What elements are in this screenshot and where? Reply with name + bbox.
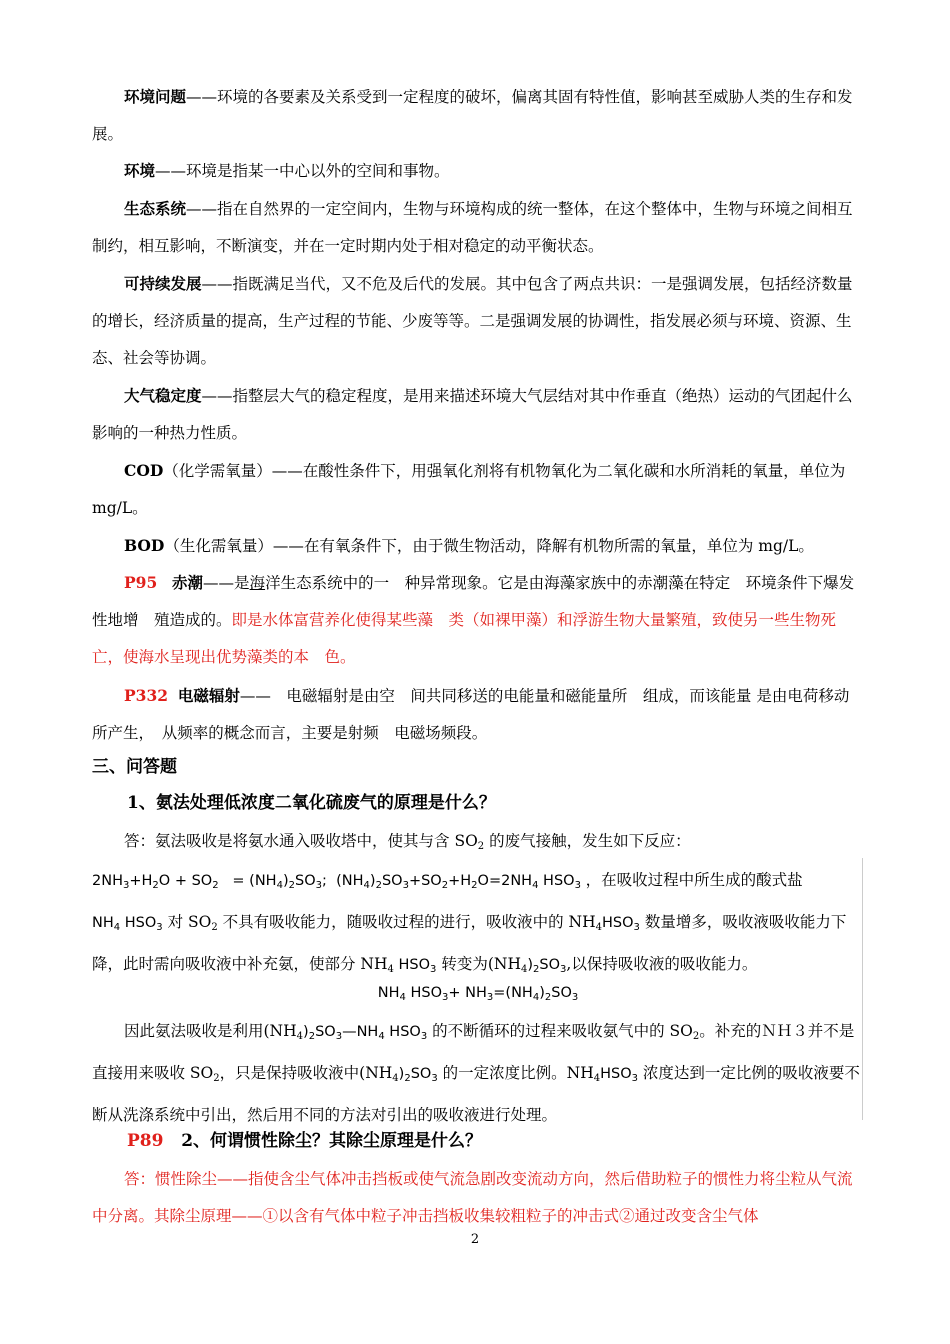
def-text: ——是 — [203, 574, 250, 592]
page-ref: P332 — [124, 686, 169, 705]
def-text: ——指整层大气的稳定程度，是用来描述环境大气层结对其中作垂直（绝热）运动的气团起什么影响的一种热力性质。 — [92, 387, 853, 442]
answer-text: 的废气接触，发生如下反应： — [484, 832, 691, 850]
def-text: 洋生态系统中的一 种异常现象。它是由海藻家族中的赤潮藻在特定 环境条件下爆发性地增 殖造成的。 — [92, 574, 855, 629]
answer-2 — [92, 1161, 864, 1235]
term: BOD — [124, 536, 165, 555]
term: 可持续发展 — [124, 274, 202, 293]
answer-text: ，在吸收过程中所生成的酸式盐 — [585, 871, 803, 889]
def-red-tide — [92, 564, 864, 676]
answer-text: 对 SO — [162, 913, 212, 931]
def-ecosystem — [92, 190, 864, 265]
def-cod — [92, 452, 864, 527]
answer-label: 答： — [124, 1170, 156, 1188]
equation-1: $2NH_3+H_2O + SO_2 = (NH_4)_2SO_3$; $(NH_4)_2SO_3+SO_2+H_2O=2NH_4$ $HSO_3$ — [92, 873, 581, 891]
section-title: 三、问答题 — [92, 757, 177, 777]
answer-label: 答： — [124, 832, 156, 850]
question-2-title — [127, 1123, 899, 1160]
answer-text: 因此氨法吸收是利用(NH — [124, 1022, 297, 1040]
def-text: ——指在自然界的一定空间内，生物与环境构成的统一整体，在这个整体中，生物与环境之间相互制约，相互影响，不断演变，并在一定时期内处于相对稳定的动平衡状态。 — [92, 200, 853, 255]
answer-text: 的不断循环的过程来吸收氨气中的 SO — [427, 1022, 693, 1040]
term: 电磁辐射 — [177, 686, 240, 705]
answer-text: 不具有吸收能力，随吸收过程的进行，吸收液中的 NH — [217, 913, 596, 931]
def-em-radiation — [92, 677, 864, 752]
term: 大气稳定度 — [124, 386, 202, 405]
equation-2: $NH_4$ $HSO_3+ NH_3=(NH_4)_2SO_3$ — [377, 985, 579, 1003]
answer-text: 浓度达到一定比例的吸收液要不断从洗涤系统中引出，然后用不同的方法对引出的吸收液进行处理。 — [92, 1064, 860, 1124]
question-text: 2、何谓惯性除尘？其除尘原理是什么？ — [181, 1131, 483, 1151]
def-text: —— 电磁辐射是由空 间共同移送的电能量和磁能量所 组成，而该能量 是由电荷移动所产生， 从频率的概念而言，主要是射频 电磁场频段。 — [92, 687, 850, 742]
underlined-text: 海 — [249, 574, 266, 592]
def-bod — [92, 527, 864, 565]
term: 环境问题 — [124, 87, 187, 106]
def-text: （化学需氧量）——在酸性条件下，用强氧化剂将有机物氧化为二氧化碳和水所消耗的氧量，单位为 mg/L。 — [92, 462, 846, 517]
answer-text: 惯性除尘——指使含尘气体冲击挡板或使气流急剧改变流动方向，然后借助粒子的惯性力将尘粒从气流中分离。其除尘原理——①以含有气体中粒子冲击挡板收集较粗粒子的冲击式②通过改变含尘气体 — [92, 1170, 853, 1225]
answer-text: ，只是保持吸收液中(NH — [219, 1064, 393, 1082]
answer-1-explanation: 因此氨法吸收是利用$(NH_4)_2SO_3—NH_4$ $HSO_3$ 的不断循环的过程来吸收氨气中的 $SO_2$。补充的ＮＨ３并不是直接用来吸收 $SO_2$，只是保持吸收液中$(NH_4)_2SO_3$ 的一定浓度比例。$NH_4HSO_3$ 浓度达到一定比例的吸收液要不断从洗涤系统中引出，然后用不同的方法对引出的吸收液进行处理。 — [92, 1022, 860, 1124]
question-1-title: 1、氨法处理低浓度二氧化硫废气的原理是什么？ — [127, 793, 496, 813]
answer-text: 的一定浓度比例。NH — [437, 1064, 594, 1082]
term: COD — [124, 461, 164, 480]
def-text: ——指既满足当代，又不危及后代的发展。其中包含了两点共识：一是强调发展，包括经济数量的增长，经济质量的提高，生产过程的节能、少废等等。二是强调发展的协调性，指发展必须与环境、资源、生态、社会等协调。 — [92, 275, 853, 367]
page-ref: P89 — [127, 1131, 164, 1151]
answer-text: 氨法吸收是将氨水通入吸收塔中，使其与含 SO — [155, 832, 478, 850]
def-text: ——环境的各要素及关系受到一定程度的破坏，偏离其固有特性值，影响甚至威胁人类的生存和发展。 — [92, 88, 853, 143]
highlight-text: 即是水体富营养化使得某些藻 类（如裸甲藻）和浮游生物大量繁殖，致使另一些生物死 亡，使海水呈现出优势藻类的本 色。 — [92, 611, 852, 666]
def-text: ——环境是指某一中心以外的空间和事物。 — [155, 162, 450, 180]
def-env-problem — [92, 78, 864, 153]
term: 生态系统 — [124, 199, 187, 218]
def-sustainable — [92, 265, 864, 377]
def-stability — [92, 377, 864, 452]
term: 环境 — [124, 161, 156, 180]
answer-text: 。补充的ＮＨ３并不是直接用来吸收 SO — [92, 1022, 855, 1082]
margin-line — [862, 858, 863, 1120]
page-number: 2 — [470, 1232, 480, 1247]
def-text: （生化需氧量）——在有氧条件下，由于微生物活动，降解有机物所需的氧量，单位为 mg/L。 — [164, 537, 814, 555]
def-env — [92, 152, 864, 190]
term: 赤潮 — [172, 573, 204, 592]
answer-1-reaction: $2NH_3+H_2O + SO_2 = (NH_4)_2SO_3$; $(NH_4)_2SO_3+SO_2+H_2O=2NH_4$ $HSO_3$ ，在吸收过程中所生成的酸式盐 $NH_4$ $HSO_3$ 对 $SO_2$ 不具有吸收能力，随吸收过程的进行，吸收液中的 $NH_4HSO_3$ 数量增多，吸收液吸收能力下降，此时需向吸收液中补充氨，使部分 $NH_4$ $HSO_3$ 转变为$(NH_4)_2SO_3$,以保持吸收液的吸收能力。 — [92, 871, 847, 975]
page-ref: P95 — [124, 573, 158, 592]
answer-text: 转变为(NH — [436, 955, 521, 973]
answer-1-intro: 答：氨法吸收是将氨水通入吸收塔中，使其与含 $SO_2$ 的废气接触，发生如下反应： — [124, 832, 691, 852]
answer-text: ,以保持吸收液的吸收能力。 — [566, 955, 758, 973]
answer-text: 数量增多，吸收液吸收能力下降，此时需向吸收液中补充氨，使部分 NH — [92, 913, 847, 973]
